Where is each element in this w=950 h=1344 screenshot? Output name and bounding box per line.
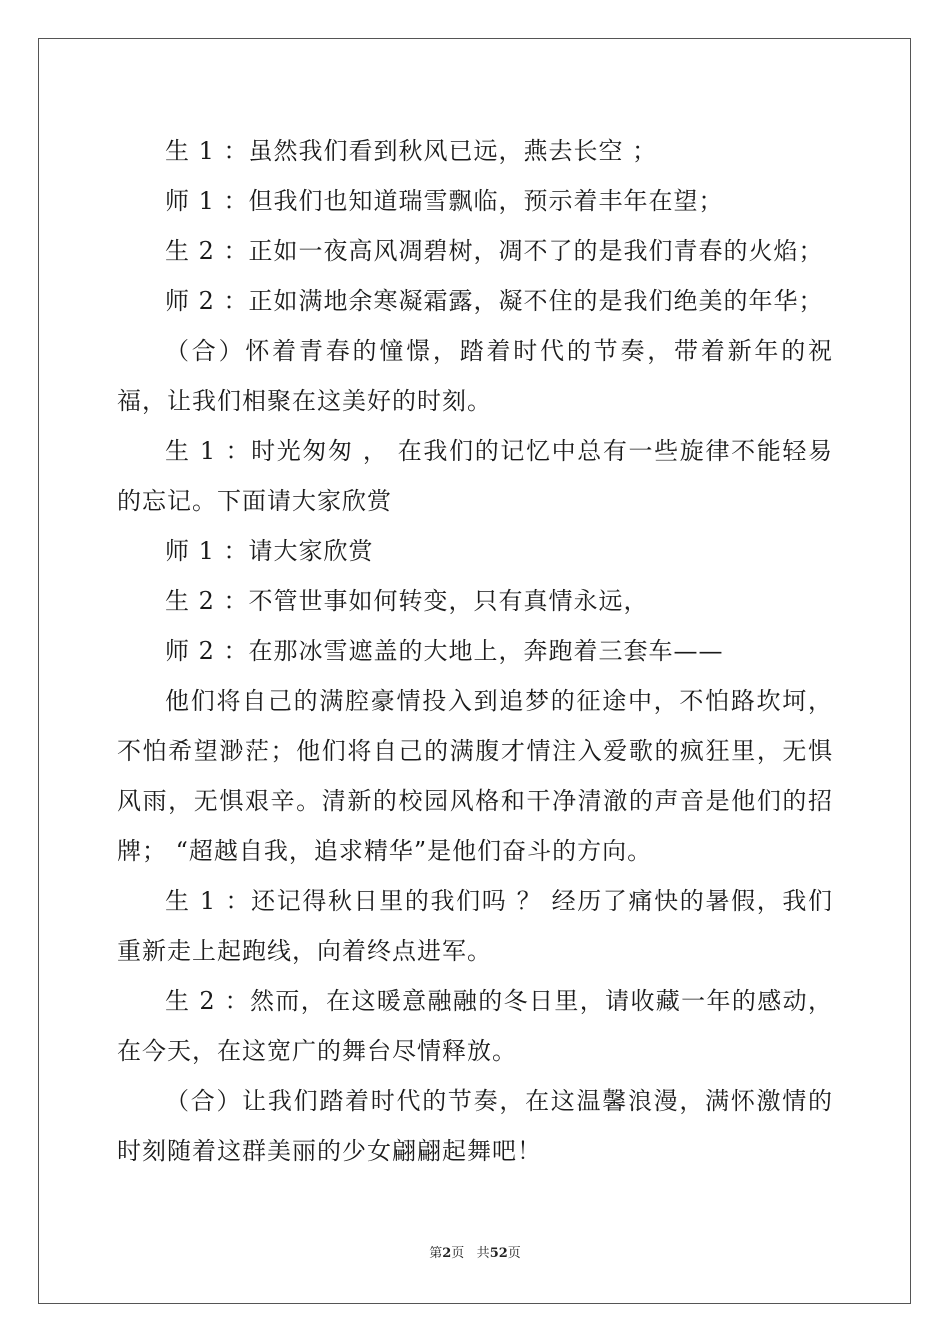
paragraph: 生 1 ：虽然我们看到秋风已远，燕去长空 ； [165,137,658,165]
page-footer [0,1242,950,1261]
paragraph: 师 1 ：请大家欣赏 [165,537,374,565]
paragraph: （合）怀着青春的憧憬，踏着时代的节奏，带着新年的祝福，让我们相聚在这美好的时刻。 [117,337,833,415]
footer-total-unit: 页 [507,1246,521,1261]
footer-total-prefix: 共 [476,1246,490,1261]
paragraph: 生 2 ：不管世事如何转变，只有真情永远， [165,587,649,615]
footer-page-unit: 页 [451,1246,465,1261]
paragraph: 他们将自己的满腔豪情投入到追梦的征途中，不怕路坎坷，不怕希望渺茫；他们将自己的满腹才情注入爱歌的疯狂里，无惧风雨，无惧艰辛。清新的校园风格和干净清澈的声音是他们的招牌； “超越自我，追求精华”是他们奋斗的方向。 [117,687,833,865]
paragraph: 师 2 ：在那冰雪遮盖的大地上，奔跑着三套车—— [165,637,724,665]
paragraph: 师 1 ：但我们也知道瑞雪飘临，预示着丰年在望； [165,187,724,215]
paragraph: 生 1 ：时光匆匆 ， 在我们的记忆中总有一些旋律不能轻易的忘记。下面请大家欣赏 [117,437,833,515]
footer-total-pages: 52 [489,1246,508,1261]
paragraph: 师 2 ：正如满地余寒凝霜露，凝不住的是我们绝美的年华； [165,287,824,315]
footer-page-number: 2 [442,1246,452,1261]
paragraph: 生 2 ：正如一夜高风凋碧树，凋不了的是我们青春的火焰； [165,237,824,265]
document-body [117,126,833,1176]
paragraph: 生 1 ：还记得秋日里的我们吗 ？ 经历了痛快的暑假，我们重新走上起跑线，向着终点进军。 [117,887,833,965]
footer-prefix: 第 [429,1246,443,1261]
paragraph: 生 2 ：然而，在这暖意融融的冬日里，请收藏一年的感动，在今天，在这宽广的舞台尽情释放。 [117,987,833,1065]
paragraph: （合）让我们踏着时代的节奏，在这温馨浪漫，满怀激情的时刻随着这群美丽的少女翩翩起舞吧！ [117,1087,833,1165]
